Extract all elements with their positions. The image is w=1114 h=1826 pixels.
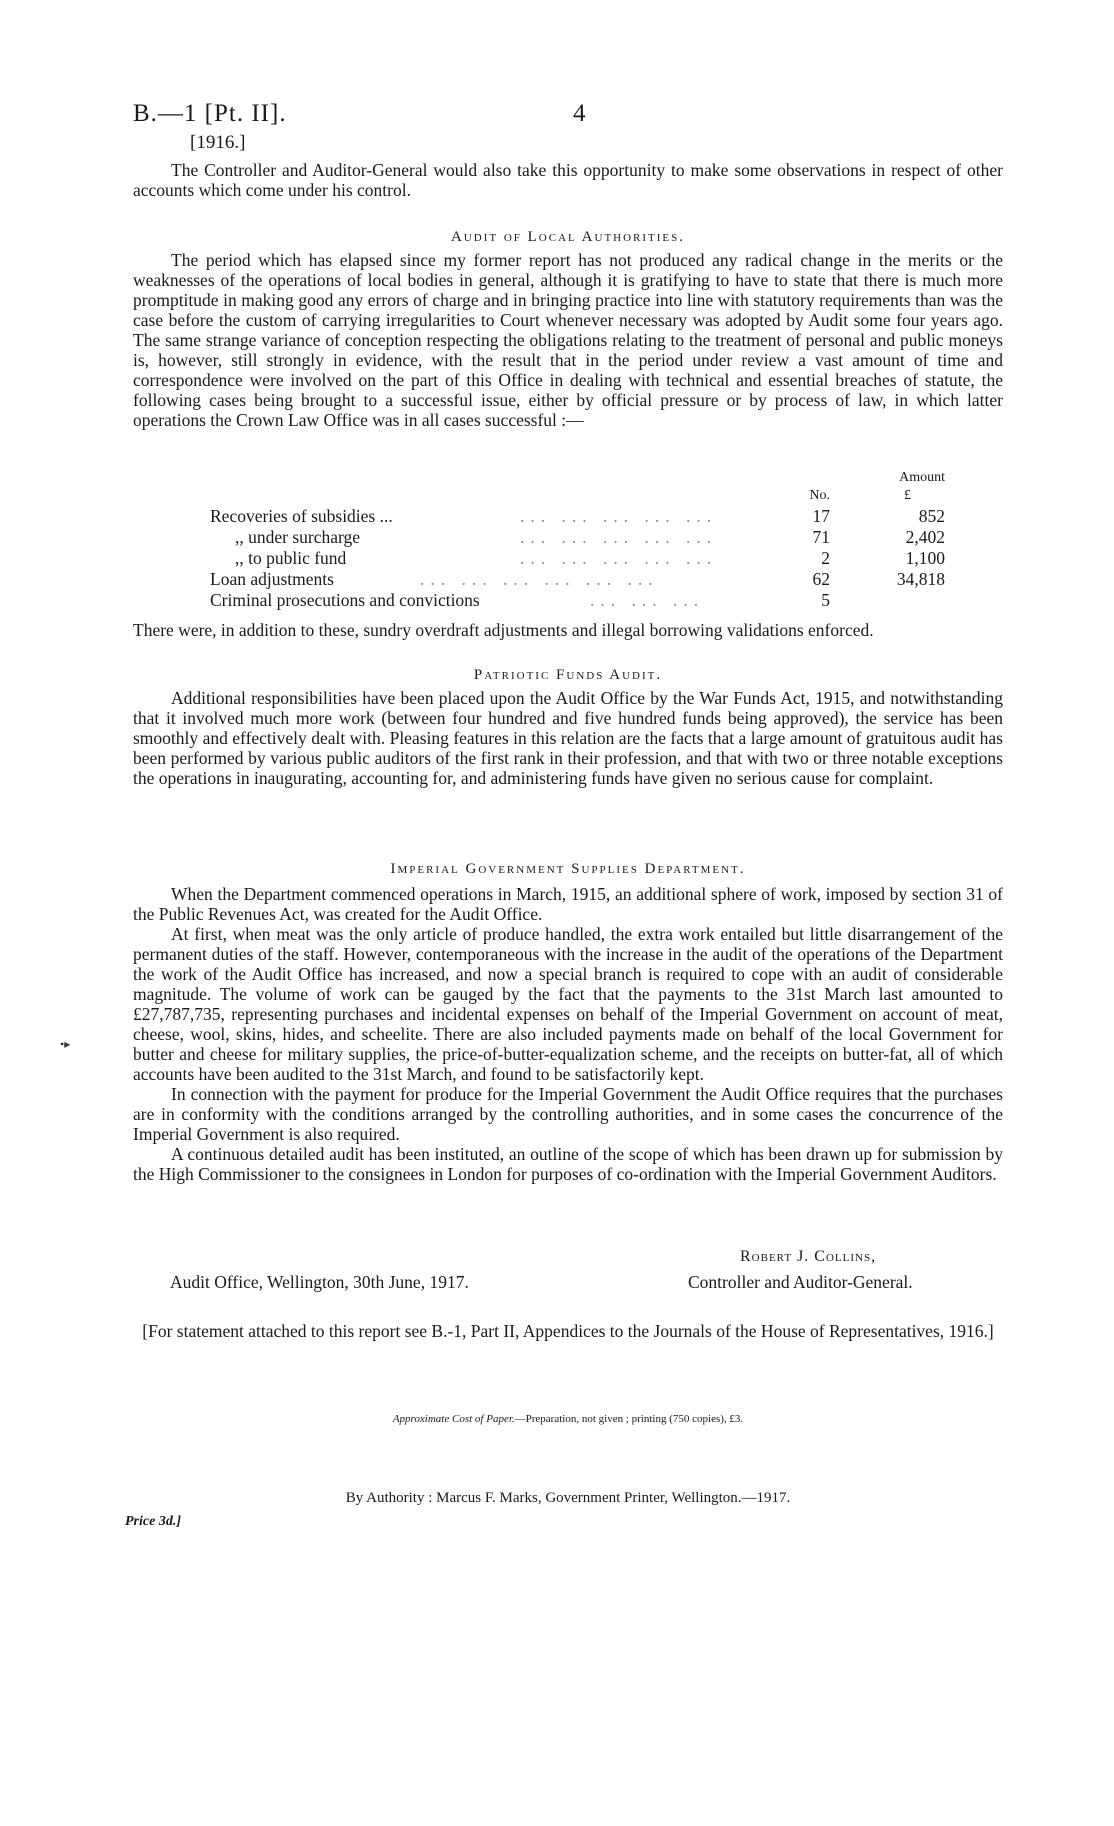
page-number: 4 [573,100,586,127]
row-label: ,, to public fund [235,548,347,568]
imperial-paragraph: When the Department commenced operations in March, 1915, an additional sphere of work, imposed by section 31 of the Public Revenues Act, was created for the Audit Office. [133,884,1003,924]
row-leader-dots: ... ... ... [590,590,705,610]
row-amount: 852 [918,506,945,526]
column-header-amount: Amount [899,470,945,485]
patriotic-funds-text: Additional responsibilities have been placed upon the Audit Office by the War Funds Act, 1915, and notwithstanding that it involved much more work (between four hundred and five hundred funds being approved), the service has been smoothly and effectively dealt with. Pleasing features in this relation are the facts that a large amount of gratuitous audit has been performed by various public auditors of the first rank in their profession, and that with two or three notable exceptions the operations in inaugurating, accounting for, and administering funds have given no serious cause for complaint. [133,688,1003,788]
row-count: 17 [812,506,830,526]
table-header-row [210,488,950,506]
signatory-name: Robert J. Collins, [740,1248,877,1265]
after-table-paragraph [133,620,1003,640]
row-leader-dots: ... ... ... ... ... ... [420,569,659,589]
imperial-paragraph: At first, when meat was the only article of produce handled, the extra work entailed but little disarrangement of the permanent duties of the staff. However, contemporaneous with the increase in the audit of the operations of the Department the work of the Audit Office has increased, and now a special branch is required to cope with an audit of considerable magnitude. The volume of work can be gauged by the fact that the payments to the 31st March last amounted to £27,787,735, representing purchases and incidental expenses on behalf of the Imperial Government on account of meat, cheese, wool, skins, hides, and scheelite. There are also included payments made on behalf of the local Government for butter and cheese for military supplies, the price-of-butter-equalization scheme, and the receipts on butter-fat, all of which accounts have been audited to the 31st March, and found to be satisfactorily kept. [133,924,1003,1084]
signatory-title: Controller and Auditor-General. [688,1272,913,1292]
table-header-amount-row [210,470,950,488]
row-leader-dots: ... ... ... ... ... [520,527,718,547]
imperial-supplies-paragraphs [133,884,1003,1184]
row-label: ,, under surcharge [235,527,361,547]
row-leader-dots: ... ... ... ... ... [520,548,718,568]
section-heading-patriotic-funds: Patriotic Funds Audit. [473,667,663,683]
intro-paragraph [133,160,1003,200]
intro-text: The Controller and Auditor-General would also take this opportunity to make some observations in respect of other accounts which come under his control. [133,160,1003,200]
price-label: Price 3d.] [125,1514,181,1529]
row-count: 71 [812,527,830,547]
row-label: Recoveries of subsidies ... [210,506,393,526]
column-header-no: No. [809,488,830,503]
cost-text: —Preparation, not given ; printing (750 copies), £3. [514,1413,744,1425]
appendix-note: [For statement attached to this report see B.-1, Part II, Appendices to the Journals of the House of Representatives, 1916.] [142,1321,994,1341]
table-row [210,527,950,548]
section-heading-local-authorities: Audit of Local Authorities. [450,229,686,245]
recoveries-table [210,470,950,611]
table-row [210,548,950,569]
table-row [210,569,950,590]
margin-mark-icon: •▸ [60,1037,71,1051]
row-count: 5 [821,590,830,610]
cost-note [133,1413,1003,1425]
document-reference: B.—1 [Pt. II]. [133,100,287,127]
after-table-text: There were, in addition to these, sundry overdraft adjustments and illegal borrowing validations enforced. [133,620,874,640]
row-amount: 34,818 [896,569,945,589]
section-heading-imperial-supplies: Imperial Government Supplies Department. [390,861,746,877]
row-label: Criminal prosecutions and convictions [210,590,480,610]
signature-place-date: Audit Office, Wellington, 30th June, 1917. [170,1272,469,1292]
local-authorities-text: The period which has elapsed since my former report has not produced any radical change in the merits or the weaknesses of the operations of local bodies in general, although it is gratifying to have to state that there is much more promptitude in making good any errors of charge and in bringing practice into line with statutory requirements than was the case before the custom of carrying irregularities to Court whenever necessary was adopted by Audit some four years ago. The same strange variance of conception respecting the obligations relating to the treatment of personal and public moneys is, however, still strongly in evidence, with the result that in the period under review a vast amount of time and correspondence were involved on the part of this Office in dealing with technical and essential breaches of statute, the following cases being brought to a successful issue, either by official pressure or by process of law, in which latter operations the Crown Law Office was in all cases successful :— [133,250,1003,430]
printer-imprint: By Authority : Marcus F. Marks, Government Printer, Wellington.—1917. [345,1490,791,1506]
row-amount: 1,100 [905,548,945,568]
row-label: Loan adjustments [210,569,334,589]
document-year: [1916.] [190,132,246,153]
local-authorities-paragraph [133,250,1003,430]
patriotic-funds-paragraph [133,688,1003,788]
cost-label: Approximate Cost of Paper. [392,1413,515,1425]
table-row [210,506,950,527]
row-count: 62 [812,569,830,589]
row-leader-dots: ... ... ... ... ... [520,506,718,526]
imperial-paragraph: In connection with the payment for produce for the Imperial Government the Audit Office requires that the purchases are in conformity with the conditions arranged by the controlling authorities, and in some cases the concurrence of the Imperial Government is also required. [133,1084,1003,1144]
table-row [210,590,950,611]
row-count: 2 [821,548,830,568]
row-amount: 2,402 [905,527,945,547]
column-header-currency: £ [904,488,911,503]
imperial-paragraph: A continuous detailed audit has been instituted, an outline of the scope of which has been drawn up for submission by the High Commissioner to the consignees in London for purposes of co-ordination with the Imperial Government Auditors. [133,1144,1003,1184]
